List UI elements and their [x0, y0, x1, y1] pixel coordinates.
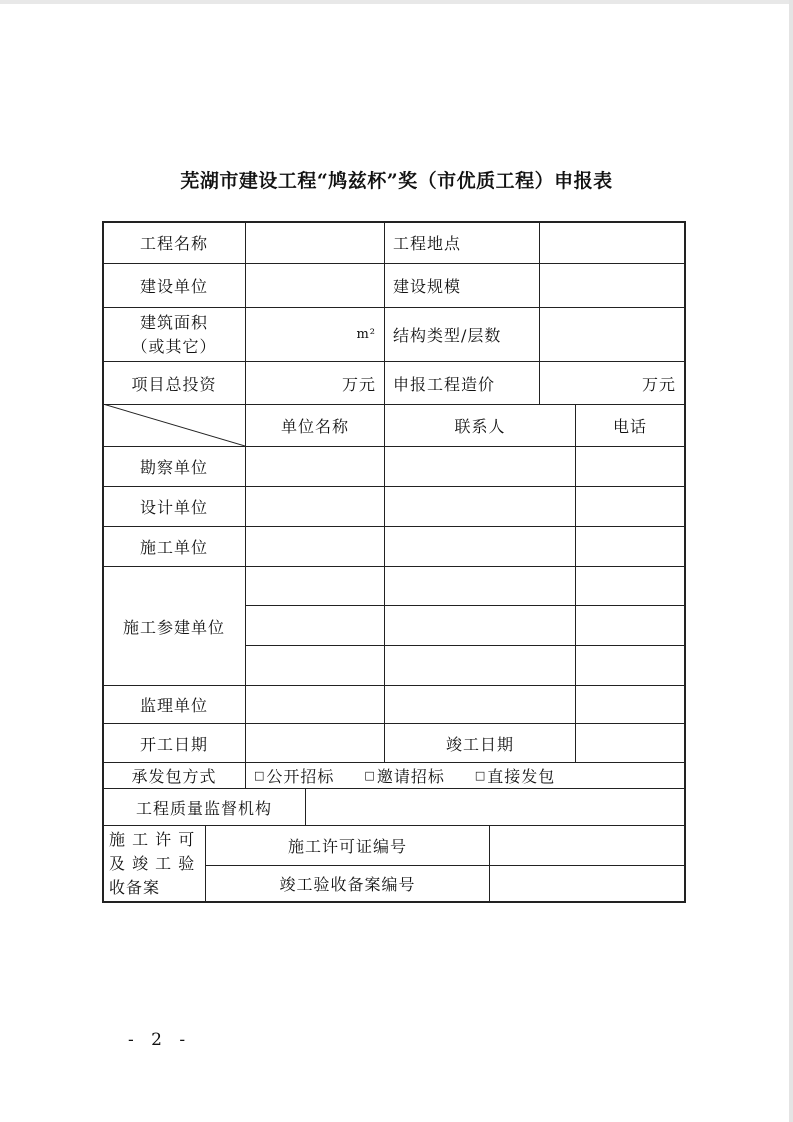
permit-record-label [103, 826, 205, 901]
survey-unit-label: 勘察单位 [139, 458, 208, 477]
permit-number-input[interactable] [490, 826, 684, 865]
total-investment-input[interactable] [246, 362, 384, 404]
total-investment-unit: 万元 [341, 374, 376, 394]
construction-unit-input[interactable] [246, 264, 384, 307]
design-contact-input[interactable] [385, 487, 575, 526]
quality-agency-label: 工程质量监督机构 [135, 798, 272, 818]
participating-unit-1-name-input[interactable] [246, 567, 384, 605]
option-invited-tender[interactable] [364, 764, 444, 787]
participating-unit-2-contact-input[interactable] [385, 606, 575, 645]
design-phone-input[interactable] [576, 487, 684, 526]
participating-unit-1-contact-input[interactable] [385, 567, 575, 605]
builder-unit-label: 施工单位 [139, 538, 208, 557]
survey-contact-input[interactable] [385, 447, 575, 486]
building-area-input[interactable] [246, 308, 384, 361]
quality-agency-input[interactable] [306, 789, 684, 825]
building-area-label-line2: （或其它） [131, 336, 217, 356]
participating-unit-3-name-input[interactable] [246, 646, 384, 685]
contract-method-label: 承发包方式 [131, 767, 217, 786]
checkbox-invited-tender[interactable]: □ [364, 769, 376, 782]
construction-scale-input[interactable] [540, 264, 684, 307]
supervision-unit-name-input[interactable] [246, 686, 384, 723]
supervision-contact-input[interactable] [385, 686, 575, 723]
permit-label-line1: 施 工 许 可 [109, 829, 196, 849]
participating-unit-1-phone-input[interactable] [576, 567, 684, 605]
declared-cost-unit: 万元 [641, 374, 676, 394]
participating-unit-2-name-input[interactable] [246, 606, 384, 645]
completion-record-input[interactable] [490, 866, 684, 901]
construction-unit-label: 建设单位 [139, 277, 208, 296]
completion-record-label: 竣工验收备案编号 [279, 875, 416, 894]
checkbox-open-tender[interactable]: □ [254, 769, 266, 782]
building-area-label-line1: 建筑面积 [139, 312, 208, 332]
permit-label-line2: 及 竣 工 验 [109, 853, 196, 873]
structure-type-input[interactable] [540, 308, 684, 361]
completion-date-label: 竣工日期 [445, 734, 514, 754]
page-number: - 2 - [128, 1030, 192, 1050]
survey-phone-input[interactable] [576, 447, 684, 486]
header-phone: 电话 [612, 417, 647, 436]
participating-unit-3-contact-input[interactable] [385, 646, 575, 685]
survey-unit-name-input[interactable] [246, 447, 384, 486]
builder-contact-input[interactable] [385, 527, 575, 566]
participating-unit-3-phone-input[interactable] [576, 646, 684, 685]
completion-date-input[interactable] [576, 724, 684, 762]
start-date-label: 开工日期 [139, 734, 208, 754]
project-location-label: 工程地点 [393, 234, 462, 253]
declared-cost-input[interactable] [540, 362, 684, 404]
option-direct-award[interactable] [475, 764, 555, 787]
supervision-unit-label: 监理单位 [139, 696, 208, 715]
option-direct-award-label: 直接发包 [487, 767, 556, 786]
header-unit-name: 单位名称 [280, 417, 349, 436]
page-title: 芜湖市建设工程“鸠兹杯”奖（市优质工程）申报表 [180, 170, 613, 192]
supervision-phone-input[interactable] [576, 686, 684, 723]
option-open-tender-label: 公开招标 [266, 767, 335, 786]
option-open-tender[interactable] [254, 764, 334, 787]
building-area-label [103, 308, 245, 361]
project-name-input[interactable] [246, 222, 384, 263]
area-unit: m² [356, 327, 376, 342]
total-investment-label: 项目总投资 [131, 374, 217, 394]
structure-type-label: 结构类型/层数 [393, 326, 502, 345]
header-contact: 联系人 [454, 417, 506, 436]
diagonal-header-cell [103, 404, 245, 446]
participating-unit-label: 施工参建单位 [122, 617, 225, 637]
construction-scale-label: 建设规模 [393, 277, 462, 296]
project-location-input[interactable] [540, 222, 684, 263]
contract-method-options [246, 763, 684, 788]
design-unit-label: 设计单位 [139, 498, 208, 517]
permit-label-line3: 收备案 [109, 877, 161, 897]
declared-cost-label: 申报工程造价 [393, 374, 496, 394]
builder-phone-input[interactable] [576, 527, 684, 566]
option-invited-tender-label: 邀请招标 [376, 767, 445, 786]
participating-unit-2-phone-input[interactable] [576, 606, 684, 645]
checkbox-direct-award[interactable]: □ [474, 769, 487, 782]
project-name-label: 工程名称 [139, 234, 208, 253]
start-date-input[interactable] [246, 724, 384, 762]
design-unit-name-input[interactable] [246, 487, 384, 526]
builder-unit-name-input[interactable] [246, 527, 384, 566]
permit-number-label: 施工许可证编号 [287, 837, 407, 856]
